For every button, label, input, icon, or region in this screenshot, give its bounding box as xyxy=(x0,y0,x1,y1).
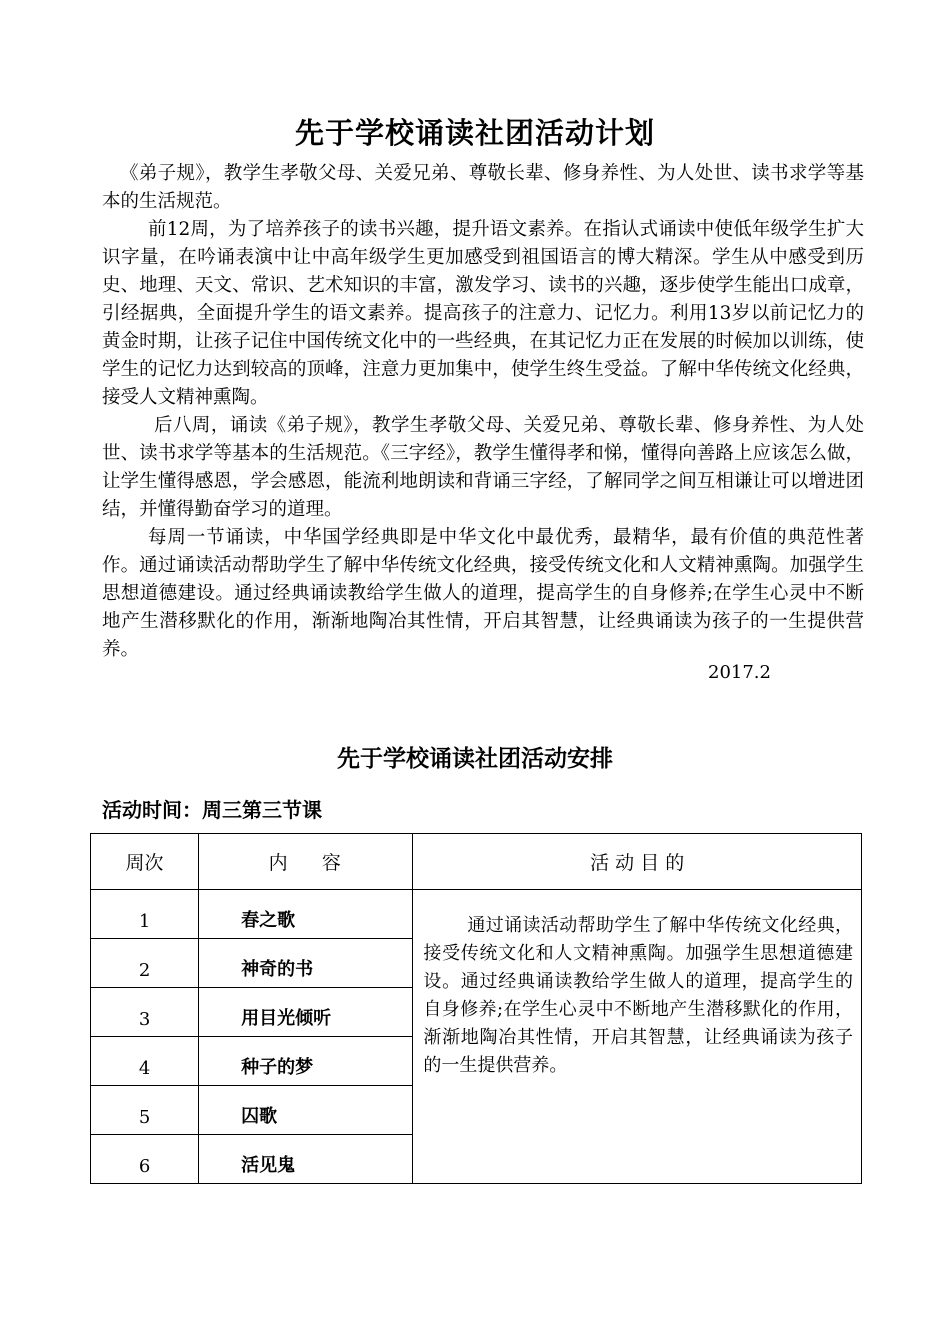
content-cell: 囚歌 xyxy=(199,1086,413,1135)
plan-body xyxy=(102,160,864,664)
week-cell: 5 xyxy=(91,1086,199,1135)
content-cell: 活见鬼 xyxy=(199,1135,413,1184)
week-cell: 6 xyxy=(91,1135,199,1184)
schedule-title: 先于学校诵读社团活动安排 xyxy=(337,746,613,772)
plan-paragraph: 前12周，为了培养孩子的读书兴趣，提升语文素养。在指认式诵读中使低年级学生扩大识字量，在吟诵表演中让中高年级学生更加感受到祖国语言的博大精深。学生从中感受到历史、地理、天文、常识、艺术知识的丰富，激发学习、读书的兴趣，逐步使学生能出口成章，引经据典，全面提升学生的语文素养。提高孩子的注意力、记忆力。利用13岁以前记忆力的黄金时期，让孩子记住中国传统文化中的一些经典，在其记忆力正在发展的时候加以训练，使学生的记忆力达到较高的顶峰，注意力更加集中，使学生终生受益。了解中华传统文化经典，接受人文精神熏陶。 xyxy=(102,219,864,408)
week-cell: 3 xyxy=(91,988,199,1037)
plan-title: 先于学校诵读社团活动计划 xyxy=(294,116,655,150)
schedule-table xyxy=(90,833,862,1184)
plan-paragraph: 后八周，诵读《弟子规》，教学生孝敬父母、关爱兄弟、尊敬长辈、修身养性、为人处世、读书求学等基本的生活规范。《三字经》，教学生懂得孝和悌，懂得向善路上应该怎么做，让学生懂得感恩，学会感恩，能流利地朗读和背诵三字经，了解同学之间互相谦让可以增进团结，并懂得勤奋学习的道理。 xyxy=(102,415,864,520)
content-cell: 神奇的书 xyxy=(199,939,413,988)
header-week: 周次 xyxy=(91,834,199,890)
week-cell: 2 xyxy=(91,939,199,988)
purpose-text: 通过诵读活动帮助学生了解中华传统文化经典，接受传统文化和人文精神熏陶。加强学生思想道德建设。通过经典诵读教给学生做人的道理，提高学生的自身修养;在学生心灵中不断地产生潜移默化的作用，渐渐地陶冶其性情，开启其智慧，让经典诵读为孩子的一生提供营养。 xyxy=(423,915,853,1076)
week-cell: 1 xyxy=(91,890,199,939)
table-row xyxy=(91,890,862,939)
plan-paragraph: 每周一节诵读，中华国学经典即是中华文化中最优秀，最精华，最有价值的典范性著作。通过诵读活动帮助学生了解中华传统文化经典，接受传统文化和人文精神熏陶。加强学生思想道德建设。通过经典诵读教给学生做人的道理，提高学生的自身修养;在学生心灵中不断地产生潜移默化的作用，渐渐地陶冶其性情，开启其智慧，让经典诵读为孩子的一生提供营养。 xyxy=(102,527,864,660)
content-cell: 种子的梦 xyxy=(199,1037,413,1086)
plan-date: 2017.2 xyxy=(708,662,771,683)
content-cell: 用目光倾听 xyxy=(199,988,413,1037)
purpose-cell xyxy=(413,890,862,1184)
activity-time: 活动时间：周三第三节课 xyxy=(102,798,322,822)
table-header-row xyxy=(91,834,862,890)
header-content: 内 容 xyxy=(199,834,413,890)
week-cell: 4 xyxy=(91,1037,199,1086)
plan-paragraph: 《弟子规》，教学生孝敬父母、关爱兄弟、尊敬长辈、修身养性、为人处世、读书求学等基本的生活规范。 xyxy=(102,163,864,212)
content-cell: 春之歌 xyxy=(199,890,413,939)
header-purpose: 活 动 目 的 xyxy=(413,834,862,890)
